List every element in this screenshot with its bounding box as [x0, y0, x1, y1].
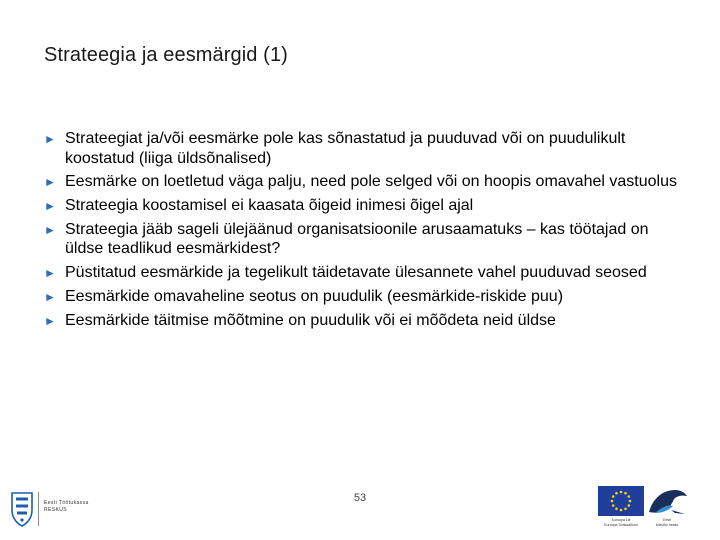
bullet-item: [44, 263, 684, 283]
triangle-bullet-icon: ►: [44, 199, 56, 214]
triangle-bullet-icon: ►: [44, 266, 56, 281]
bullet-item: [44, 287, 684, 307]
triangle-bullet-icon: ►: [44, 289, 56, 304]
bullet-item: [44, 311, 684, 331]
eu-caption: Euroopa Liit Euroopa Sotsiaalfond: [604, 518, 638, 527]
bullet-text: Eesmärkide täitmise mõõtmine on puudulik või ei mõõdeta neid üldse: [65, 311, 556, 329]
triangle-bullet-icon: ►: [44, 175, 56, 190]
bullet-item: [44, 172, 684, 192]
swallow-icon: [645, 486, 689, 516]
bullet-text: Strateegia koostamisel ei kaasata õigeid inimesi õigel ajal: [65, 197, 474, 215]
triangle-bullet-icon: ►: [44, 132, 56, 146]
bullet-text: Püstitatud eesmärkide ja tegelikult täidetavate ülesannete vahel puuduvad seosed: [65, 264, 647, 282]
estonia-future-logo: [645, 486, 689, 532]
bullet-item: [44, 129, 684, 168]
organisation-logo: [10, 490, 120, 530]
bullet-item: [44, 196, 684, 216]
bullet-text: Eesmärkide omavaheline seotus on puudulik (eesmärkide-riskide puu): [65, 287, 564, 305]
bullet-text: Strateegiat ja/või eesmärke pole kas sõnastatud ja puuduvad või on puudulikult koostatud (liiga üldsõnalised): [65, 130, 626, 167]
slide-title: Strateegia ja eesmärgid (1): [44, 44, 288, 66]
estonian-coat-of-arms-icon: [10, 490, 34, 528]
logo-divider: [38, 492, 39, 526]
triangle-bullet-icon: ►: [44, 222, 56, 237]
estonia-future-caption: Eesti tuleviku heaks: [655, 518, 679, 527]
triangle-bullet-icon: ►: [44, 313, 56, 328]
eu-flag-icon: [598, 486, 644, 516]
page-number: 53: [353, 492, 367, 504]
bullet-text: Eesmärke on loetletud väga palju, need pole selged või on hoopis omavahel vastuolus: [65, 173, 677, 191]
bullet-text: Strateegia jääb sageli ülejäänud organisatsioonile arusaamatuks – kas töötajad on üldse teadlikud eesmärkidest?: [65, 220, 649, 258]
bullet-list: [44, 129, 684, 335]
eu-logo: [598, 486, 644, 532]
bullet-item: [44, 220, 684, 259]
organisation-name: Eesti Töötukassa RESKUS: [44, 500, 89, 513]
